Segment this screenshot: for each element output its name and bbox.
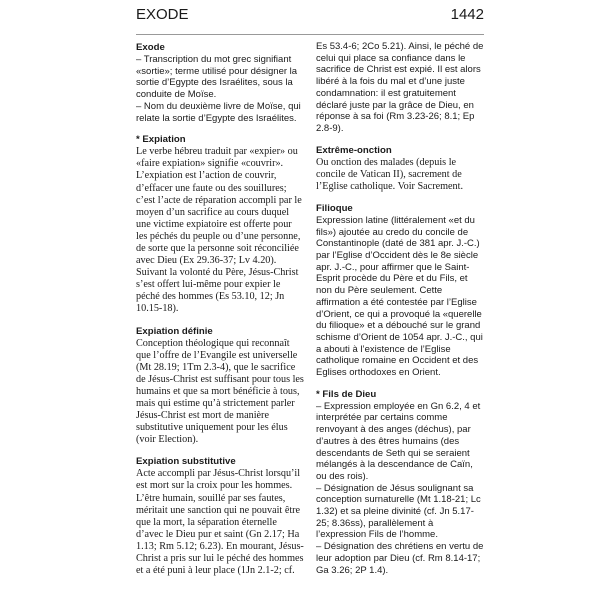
entry-definition: – Désignation des chrétiens en vertu de leur adoption par Dieu (cf. Rm 8.14-17; Ga 3.26; 2P 1.4).	[316, 541, 484, 576]
entry-term: Filioque	[316, 202, 353, 214]
entry-term: * Expiation	[136, 134, 186, 146]
left-column	[136, 41, 304, 586]
right-column	[316, 41, 484, 586]
glossary-entry	[316, 41, 484, 135]
entry-term: Extrême-onction	[316, 144, 392, 156]
entry-definition: Es 53.4-6; 2Co 5.21). Ainsi, le péché de celui qui place sa confiance dans le sacrifice de Christ est expié. Il est alors libéré à la fois du mal et d’une juste condamnation: il est gratuitement déclaré juste par la grâce de Dieu, en réponse à sa foi (Rm 3.23-26; 8.1; Ep 2.8-9).	[316, 41, 484, 134]
entry-definition: Le verbe hébreu traduit par «expier» ou «faire expiation» signifie «couvrir». L’expiation est l’action de couvrir, d’effacer une faute ou des souillures; c’est l’acte de réparation accompli par le moyen d’un sacrifice au cours duquel une victime expiatoire est offerte pour les péchés du peuple ou d’une personne, de sorte que la personne soit réconciliée avec Dieu (Ex 29.36-37; Lv 4.20). Suivant la volonté du Père, Jésus-Christ s’est offert lui-même pour expier le péché des hommes (Es 53.10, 12; Jn 10.15-18).	[136, 146, 302, 315]
entry-definition: Acte accompli par Jésus-Christ lorsqu’il est mort sur la croix pour les hommes. L’être humain, souillé par ses fautes, méritait une sanction qui ne pouvait être que la mort, la séparation éternelle d’avec le Dieu pur et saint (Gn 2.17; Ha 1.13; Rm 5.12; 6.23). En mourant, Jésus-Christ a pris sur lui le péché des hommes et a été puni à leur place (1Jn 2.1-2; cf.	[136, 468, 304, 577]
running-header	[136, 6, 484, 35]
entry-definition: Ou onction des malades (depuis le concile de Vatican II), sacrement de l’Eglise catholique. Voir Sacrement.	[316, 156, 464, 192]
columns	[136, 41, 484, 586]
glossary-entry	[136, 41, 304, 124]
glossary-entry	[316, 144, 484, 193]
glossary-entry	[136, 325, 304, 447]
header-word: EXODE	[136, 6, 189, 23]
entry-definition: – Transcription du mot grec signifiant «sortie»; terme utilisé pour désigner la sortie d’Egypte des Israélites, sous la conduite de Moïse.	[136, 54, 298, 101]
entry-definition: – Nom du deuxième livre de Moïse, qui relate la sortie d’Egypte des Israélites.	[136, 100, 301, 124]
glossary-entry	[316, 388, 484, 577]
entry-definition: – Désignation de Jésus soulignant sa conception surnaturelle (Mt 1.18-21; Lc 1.32) et sa pleine divinité (cf. Jn 5.17-25; 8.36ss), parallèlement à l’expression Fils de l’homme.	[316, 482, 481, 541]
glossary-entry	[136, 455, 304, 577]
entry-term: Expiation définie	[136, 325, 213, 337]
entry-definition: – Expression employée en Gn 6.2, 4 et interprétée par certains comme renvoyant à des anges (déchus), par d’autres à des êtres humains (des descendants de Seth qui se seraient mélangés à la descendance de Caïn, ou des rois).	[316, 400, 481, 482]
entry-definition: Expression latine (littéralement «et du fils») ajoutée au credo du concile de Constantinople (daté de 381 apr. J.-C.) par l’Eglise d’Occident dès le 8e siècle apr. J.-C., pour affirmer que le Saint-Esprit procède du Père et du Fils, et non du Père seulement. Cette affirmation a été contestée par l’Eglise d’Orient, ce qui a provoqué la «querelle du filioque» et a débouché sur le grand schisme d’Orient de 1054 apr. J.-C., qui a abouti à l’existence de l’Eglise catholique romaine en Occident et des Eglises orthodoxes en Orient.	[316, 214, 483, 379]
entry-term: * Fils de Dieu	[316, 388, 377, 400]
page-number: 1442	[450, 6, 484, 23]
entry-term: Exode	[136, 42, 165, 53]
glossary-entry	[316, 202, 484, 379]
entry-definition: Conception théologique qui reconnaît que l’offre de l’Evangile est universelle (Mt 28.19; 1Tm 2.3-4), que le sacrifice de Jésus-Christ est suffisant pour tous les humains et que sa mort bénéficie à tous, mais qui estime qu’à strictement parler Jésus-Christ est mort de manière substitutive uniquement pour les élus (voir Election).	[136, 337, 304, 446]
glossary-entry	[136, 133, 304, 315]
entry-term: Expiation substitutive	[136, 456, 236, 468]
